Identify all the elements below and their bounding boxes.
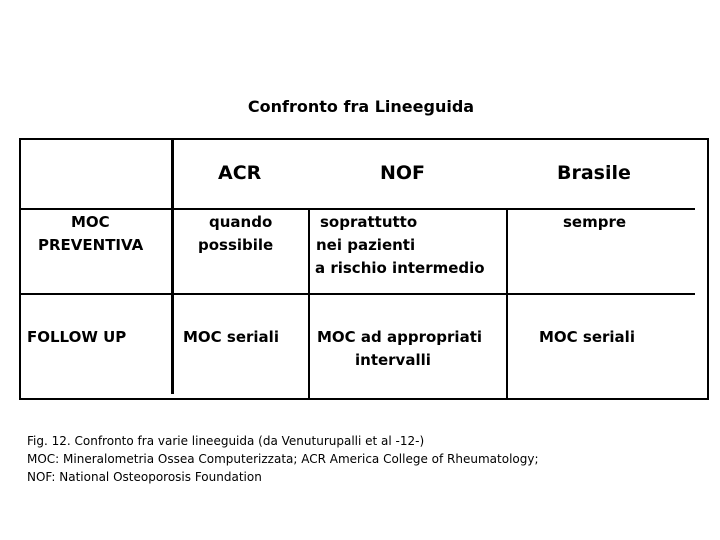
header-acr: ACR <box>218 162 262 184</box>
row-followup-brasile: MOC seriali <box>539 328 635 346</box>
figure-caption <box>27 432 539 486</box>
row-followup-acr: MOC seriali <box>183 328 279 346</box>
row-divider-body <box>20 293 695 295</box>
column-divider-nof-brasile <box>506 209 508 399</box>
row-preventiva-nof-line2: nei pazienti <box>316 236 416 254</box>
row-preventiva-label-line1: MOC <box>71 213 110 231</box>
caption-line-3: NOF: National Osteoporosis Foundation <box>27 470 262 484</box>
column-divider-label-acr <box>171 139 174 394</box>
caption-line-2: MOC: Mineralometria Ossea Computerizzata; ACR America College of Rheumatology; <box>27 452 539 466</box>
caption-line-1: Fig. 12. Confronto fra varie lineeguida (da Venuturupalli et al -12-) <box>27 434 425 448</box>
row-followup-nof-line2: intervalli <box>355 351 431 369</box>
header-nof: NOF <box>380 162 426 184</box>
column-divider-acr-nof <box>308 209 310 399</box>
header-brasile: Brasile <box>557 162 631 184</box>
row-preventiva-brasile: sempre <box>563 213 627 231</box>
slide-title <box>0 97 720 116</box>
row-followup-label: FOLLOW UP <box>27 328 127 346</box>
row-preventiva-nof-line1: soprattutto <box>320 213 418 231</box>
row-divider-header <box>20 208 695 210</box>
row-followup-nof-line1: MOC ad appropriati <box>317 328 482 346</box>
row-preventiva-label-line2: PREVENTIVA <box>38 236 144 254</box>
row-preventiva-acr-line2: possibile <box>198 236 274 254</box>
slide-title-text: Confronto fra Lineeguida <box>247 97 475 116</box>
row-preventiva-nof-line3: a rischio intermedio <box>315 259 485 277</box>
row-preventiva-acr-line1: quando <box>209 213 273 231</box>
